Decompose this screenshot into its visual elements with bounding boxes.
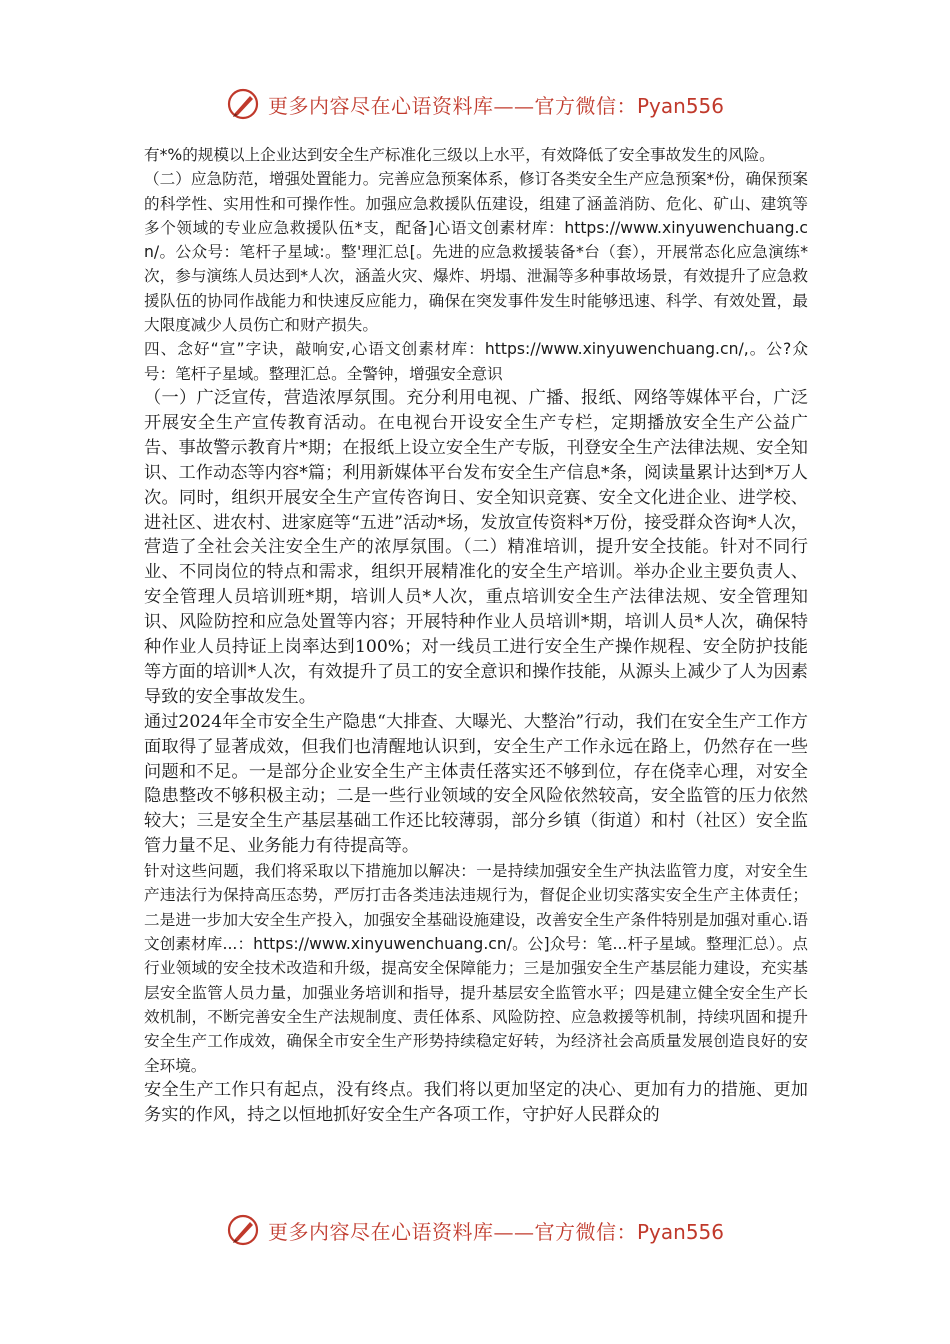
paragraph-conclusion: 安全生产工作只有起点，没有终点。我们将以更加坚定的决心、更加有力的措施、更加务实的作风，持之以恒地抓好安全生产各项工作，守护好人民群众的 bbox=[144, 1079, 808, 1125]
paragraph-standardization: 有*%的规模以上企业达到安全生产标准化三级以上水平，有效降低了安全事故发生的风险。 bbox=[144, 146, 775, 164]
banner-wechat-id: Pyan556 bbox=[636, 93, 724, 118]
paragraph-publicity-training: （一）广泛宣传，营造浓厚氛围。充分利用电视、广播、报纸、网络等媒体平台，广泛开展安全生产宣传教育活动。在电视台开设安全生产专栏，定期播放安全生产公益广告、事故警示教育片*期；在报纸上设立安全生产专版，刊登安全生产法律法规、安全知识、工作动态等内容*篇；利用新媒体平台发布安全生产信息*条，阅读量累计达到*万人次。同时，组织开展安全生产宣传咨询日、安全知识竞赛、安全文化进企业、进学校、进社区、进农村、进家庭等“五进”活动*场，发放宣传资料*万份，接受群众咨询*人次，营造了全社会关注安全生产的浓厚氛围。（二）精准培训，提升安全技能。针对不同行业、不同岗位的特点和需求，组织开展精准化的安全生产培训。举办企业主要负责人、安全管理人员培训班*期，培训人员*人次，重点培训安全生产法律法规、安全管理知识、风险防控和应急处置等内容；开展特种作业人员培训*期，培训人员*人次，确保特种作业人员持证上岗率达到100%；对一线员工进行安全生产操作规程、安全防护技能等方面的培训*人次，有效提升了员工的安全意识和操作技能，从源头上减少了人为因素导致的安全事故发生。 bbox=[144, 387, 808, 707]
paragraph-measures: 针对这些问题，我们将采取以下措施加以解决：一是持续加强安全生产执法监管力度，对安全生产违法行为保持高压态势，严厉打击各类违法违规行为，督促企业切实落实安全生产主体责任；二是进一步加大安全生产投入，加强安全基础设施建设，改善安全生产条件特别是加强对重心.语文创素材库...：https://www.xinyuwenchuang.cn/。公]众号：笔...杆子星域。整理汇总）。点行业领域的安全技术改造和升级，提高安全保障能力；三是加强安全生产基层能力建设，充实基层安全监管人员力量，加强业务培训和指导，提升基层安全监管水平；四是建立健全安全生产长效机制，不断完善安全生产法规制度、责任体系、风险防控、应急救援等机制，持续巩固和提升安全生产工作成效，确保全市安全生产形势持续稳定好转，为经济社会高质量发展创造良好的安全环境。 bbox=[144, 862, 808, 1075]
banner-title: 更多内容尽在心语资料库 bbox=[267, 93, 494, 118]
banner-label: 官方微信： bbox=[534, 1219, 637, 1244]
document-body bbox=[144, 143, 808, 1128]
header-banner bbox=[0, 82, 950, 126]
banner-label: 官方微信： bbox=[534, 93, 637, 118]
paragraph-emergency-prevention: （二）应急防范，增强处置能力。完善应急预案体系，修订各类安全生产应急预案*份，确保预案的科学性、实用性和可操作性。加强应急救援队伍建设，组建了涵盖消防、危化、矿山、建筑等多个领域的专业应急救援队伍*支，配备]心语文创素材库：https://www.xinyuwenchuang.cn/。公众号：笔杆子星域:。整'理汇总[。先进的应急救援装备*台（套），开展常态化应急演练*次，参与演练人员达到*人次，涵盖火灾、爆炸、坍塌、泄漏等多种事故场景，有效提升了应急救援队伍的协同作战能力和快速反应能力，确保在突发事件发生时能够迅速、科学、有效处置，最大限度减少人员伤亡和财产损失。 bbox=[144, 170, 808, 335]
banner-title: 更多内容尽在心语资料库 bbox=[267, 1219, 494, 1244]
footer-banner bbox=[0, 1208, 950, 1252]
paragraph-achievements-problems: 通过2024年全市安全生产隐患“大排查、大曝光、大整治”行动，我们在安全生产工作方面取得了显著成效，但我们也清醒地认识到，安全生产工作永远在路上，仍然存在一些问题和不足。一是部分企业安全生产主体责任落实还不够到位，存在侥幸心理，对安全隐患整改不够积极主动；二是一些行业领域的安全风险依然较高，安全监管的压力依然较大；三是安全生产基层基础工作还比较薄弱，部分乡镇（街道）和村（社区）安全监管力量不足、业务能力有待提高等。 bbox=[144, 711, 808, 857]
pen-logo-icon bbox=[226, 87, 260, 121]
banner-separator: —— bbox=[493, 93, 535, 118]
pen-logo-icon bbox=[226, 1213, 260, 1247]
banner-text bbox=[268, 1216, 724, 1245]
banner-text bbox=[268, 90, 724, 119]
banner-separator: —— bbox=[493, 1219, 535, 1244]
banner-wechat-id: Pyan556 bbox=[636, 1219, 724, 1244]
section-heading-publicity: 四、念好“宣”字诀，敲响安,心语文创素材库：https://www.xinyuwenchuang.cn/,。公?众号：笔杆子星域。整理汇总。全警钟，增强安全意识 bbox=[144, 340, 808, 383]
